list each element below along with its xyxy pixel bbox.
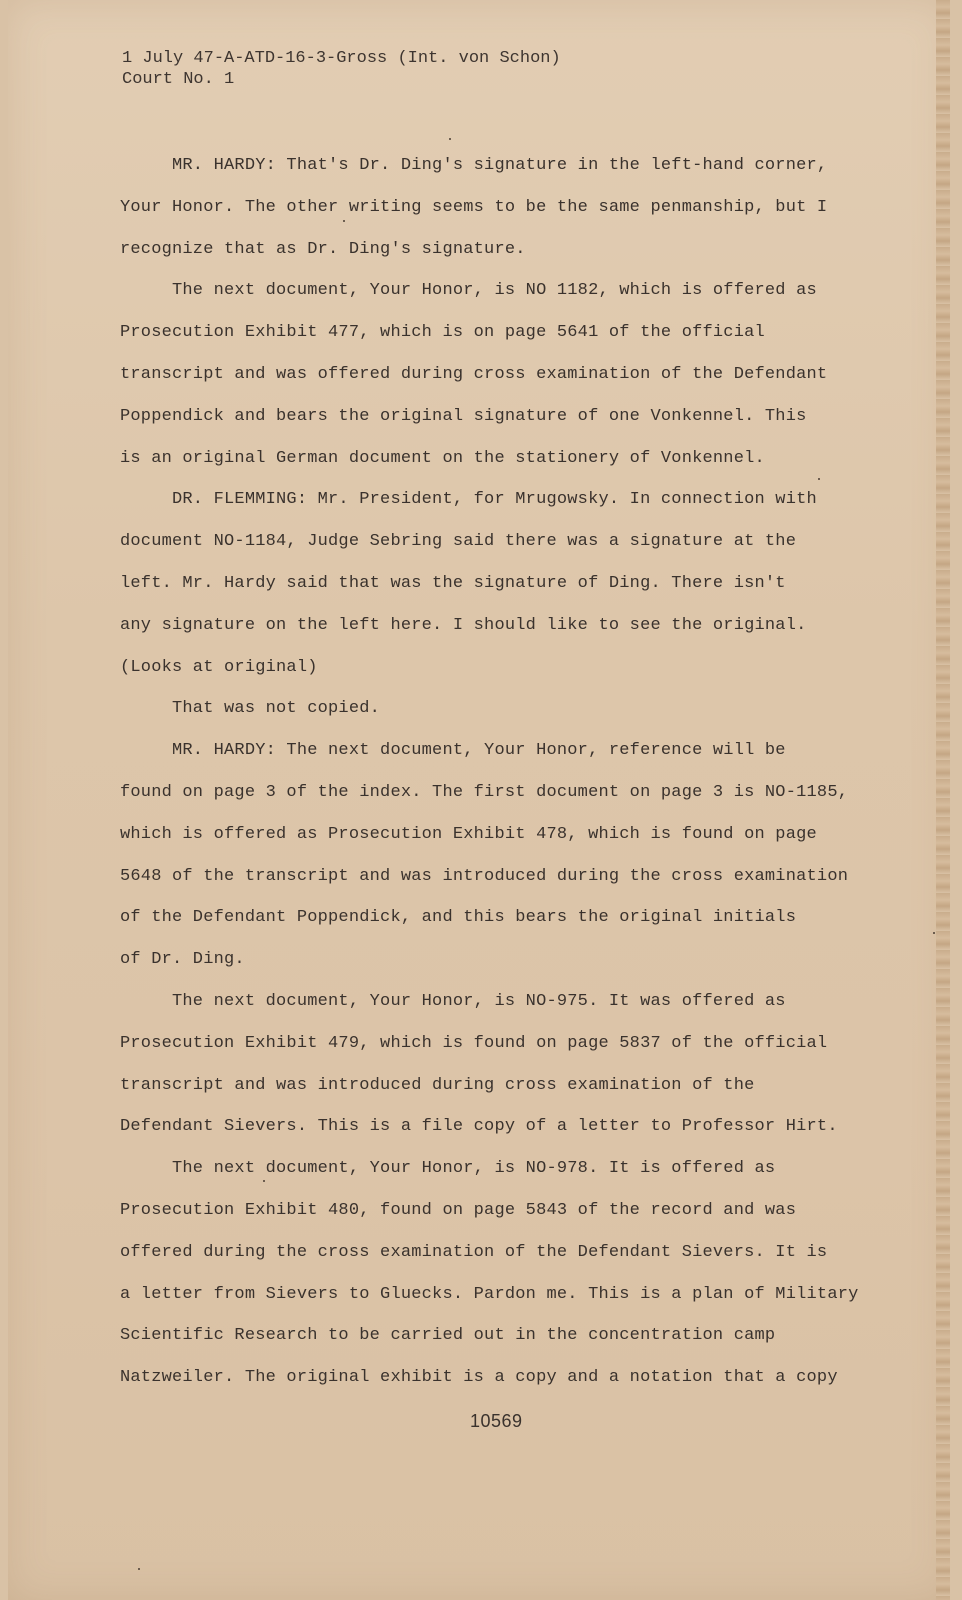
paper-speck: [263, 1180, 265, 1182]
document-header: [122, 48, 561, 90]
transcript-line: Natzweiler. The original exhibit is a copy and a notation that a copy: [120, 1368, 838, 1388]
transcript-line: left. Mr. Hardy said that was the signature of Ding. There isn't: [120, 573, 786, 593]
transcript-line: is an original German document on the stationery of Vonkennel.: [120, 448, 765, 468]
transcript-line: recognize that as Dr. Ding's signature.: [120, 239, 526, 259]
page-number: 10569: [470, 1411, 523, 1431]
transcript-line: Prosecution Exhibit 477, which is on page 5641 of the official: [120, 323, 765, 343]
transcript-line: document NO-1184, Judge Sebring said there was a signature at the: [120, 532, 797, 552]
transcript-line: DR. FLEMMING: Mr. President, for Mrugowsky. In connection with: [120, 490, 817, 510]
paper-speck: [343, 220, 345, 222]
transcript-line: which is offered as Prosecution Exhibit 478, which is found on page: [120, 824, 817, 844]
transcript-line: The next document, Your Honor, is NO 1182, which is offered as: [120, 281, 817, 301]
transcript-line: offered during the cross examination of the Defendant Sievers. It is: [120, 1242, 828, 1262]
transcript-line: MR. HARDY: The next document, Your Honor, reference will be: [120, 741, 786, 761]
paper-speck: [138, 1568, 140, 1570]
transcript-line: Defendant Sievers. This is a file copy of a letter to Professor Hirt.: [120, 1117, 838, 1137]
document-page: [8, 0, 950, 1600]
transcript-line: Your Honor. The other writing seems to be the same penmanship, but I: [120, 197, 828, 217]
header-case-reference: 1 July 47-A-ATD-16-3-Gross (Int. von Schon): [122, 49, 561, 68]
transcript-line: (Looks at original): [120, 657, 318, 677]
transcript-line: found on page 3 of the index. The first document on page 3 is NO-1185,: [120, 782, 849, 802]
transcript-line: any signature on the left here. I should like to see the original.: [120, 615, 807, 635]
transcript-line: Scientific Research to be carried out in the concentration camp: [120, 1326, 776, 1346]
transcript-body: [120, 145, 859, 1399]
transcript-line: The next document, Your Honor, is NO-978. It is offered as: [120, 1159, 776, 1179]
transcript-line: of Dr. Ding.: [120, 950, 245, 970]
transcript-line: Prosecution Exhibit 480, found on page 5843 of the record and was: [120, 1200, 797, 1220]
torn-paper-edge: [936, 0, 950, 1600]
transcript-line: 5648 of the transcript and was introduced during the cross examination: [120, 866, 849, 886]
transcript-line: That was not copied.: [120, 699, 381, 719]
transcript-line: of the Defendant Poppendick, and this bears the original initials: [120, 908, 797, 928]
transcript-line: Prosecution Exhibit 479, which is found on page 5837 of the official: [120, 1033, 828, 1053]
transcript-line: MR. HARDY: That's Dr. Ding's signature in the left-hand corner,: [120, 156, 828, 175]
paper-speck: [933, 932, 935, 934]
paper-speck: [818, 478, 820, 480]
transcript-line: a letter from Sievers to Gluecks. Pardon me. This is a plan of Military: [120, 1284, 859, 1304]
paper-speck: [449, 138, 451, 140]
transcript-line: transcript and was introduced during cross examination of the: [120, 1075, 755, 1095]
header-court-number: Court No. 1: [122, 70, 235, 89]
transcript-line: The next document, Your Honor, is NO-975. It was offered as: [120, 991, 786, 1011]
transcript-line: transcript and was offered during cross examination of the Defendant: [120, 364, 828, 384]
transcript-line: Poppendick and bears the original signature of one Vonkennel. This: [120, 406, 807, 426]
